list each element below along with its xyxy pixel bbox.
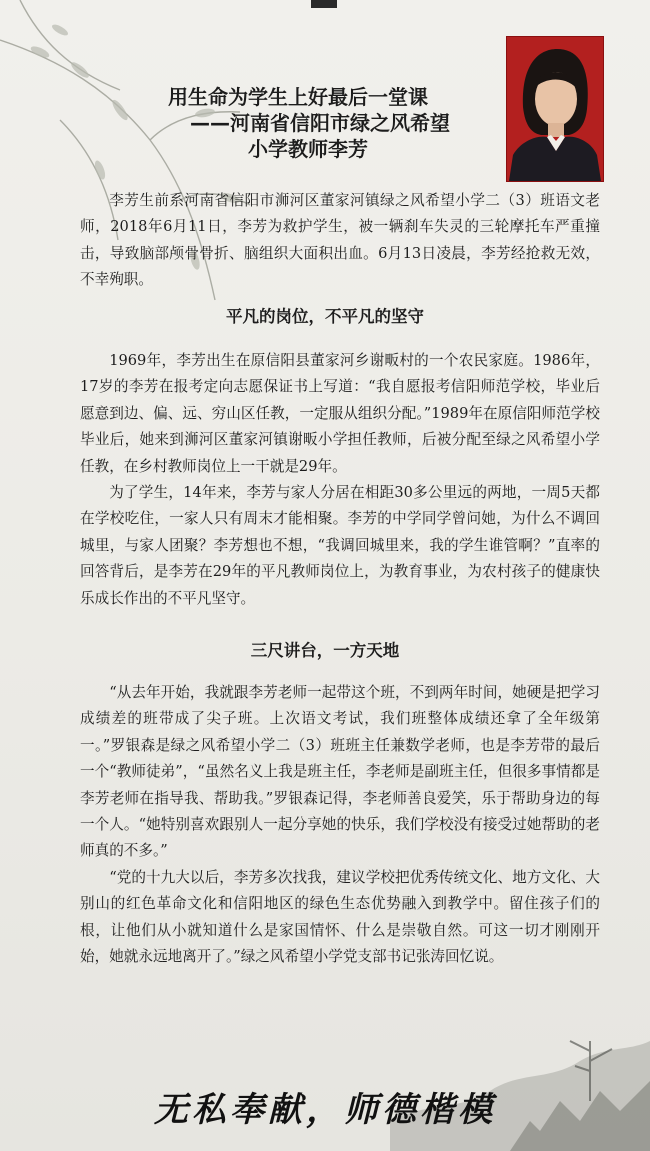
intro-paragraph: 李芳生前系河南省信阳市浉河区董家河镇绿之风希望小学二（3）班语文老师，2018年6月11日，李芳为救护学生，被一辆刹车失灵的三轮摩托车严重撞击，导致脑部颅骨骨折、脑组织大面积出血。6月13日凌晨，李芳经抢救无效，不幸殉职。: [80, 192, 600, 289]
section-1-paragraph-1: 1969年，李芳出生在原信阳县董家河乡谢畈村的一个农民家庭。1986年，17岁的李芳在报考定向志愿保证书上写道：“我自愿报考信阳师范学校，毕业后愿意到边、偏、远、穷山区任教，一定服从组织分配。”1989年在原信阳师范学校毕业后，她来到浉河区董家河镇谢畈小学担任教师，后被分配至绿之风希望小学任教，在乡村教师岗位上一干就是29年。: [80, 352, 600, 475]
title-line-3: 小学教师李芳: [248, 137, 368, 161]
intro-paragraph-block: [80, 188, 600, 294]
title-line-1: 用生命为学生上好最后一堂课: [168, 85, 428, 109]
section-heading-2: 三尺讲台，一方天地: [250, 641, 400, 660]
section-1-body: [80, 348, 600, 612]
section-heading-1: 平凡的岗位，不平凡的坚守: [226, 307, 424, 326]
section-2-paragraph-2: “党的十九大以后，李芳多次找我，建议学校把优秀传统文化、地方文化、大别山的红色革命文化和信阳地区的绿色生态优势融入到教学中。留住孩子们的根，让他们从小就知道什么是家国情怀、什么是崇敬自然。可这一切才刚刚开始，她就永远地离开了。”绿之风希望小学党支部书记张涛回忆说。: [80, 868, 600, 966]
portrait-figure-icon: [507, 37, 603, 181]
portrait-photo: [506, 36, 604, 182]
top-binding-tab: [311, 0, 337, 8]
section-1-paragraph-2: 为了学生，14年来，李芳与家人分居在相距30多公里远的两地，一周5天都在学校吃住，一家人只有周末才能相聚。李芳的中学同学曾问她，为什么不调回城里，与家人团聚？李芳想也不想，“我调回城里来，我的学生谁管啊？”直率的回答背后，是李芳在29年的平凡教师岗位上，为教育事业，为农村孩子的健康快乐成长作出的不平凡坚守。: [80, 484, 600, 607]
section-2-paragraph-1: “从去年开始，我就跟李芳老师一起带这个班，不到两年时间，她硬是把学习成绩差的班带成了尖子班。上次语文考试，我们班整体成绩还拿了全年级第一。”罗银森是绿之风希望小学二（3）班班主任兼数学老师，也是李芳带的最后一个“教师徒弟”，“虽然名义上我是班主任，李老师是副班主任，但很多事情都是李芳老师在指导我、帮助我。”罗银森记得，李老师善良爱笑，乐于帮助身边的每一个人。“她特别喜欢跟别人一起分享她的快乐，我们学校没有接受过她帮助的老师真的不多。”: [80, 684, 600, 860]
section-2-body: [80, 680, 600, 970]
slogan-calligraphy: 无私奉献，师德楷模: [154, 1090, 496, 1130]
article-title: [168, 84, 508, 162]
title-line-2: ——河南省信阳市绿之风希望: [190, 111, 450, 135]
